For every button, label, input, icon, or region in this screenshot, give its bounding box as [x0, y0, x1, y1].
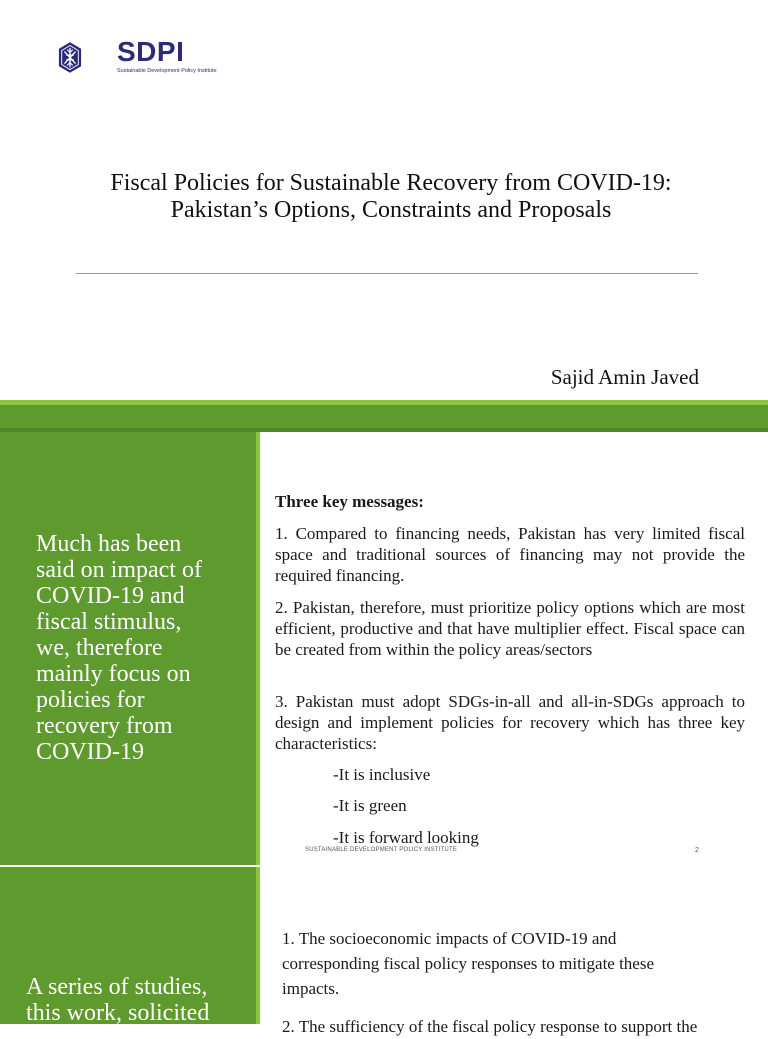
study-point-1 — [282, 926, 752, 1001]
characteristic-item: -It is inclusive — [333, 765, 431, 784]
left-text-line: COVID-19 — [36, 739, 144, 765]
logo-tagline: Sustainable Development Policy Institute — [117, 68, 217, 74]
key-message-1: 1. Compared to financing needs, Pakistan has very limited fiscal space and traditional sources of financing may not provide the required financing. — [275, 524, 745, 585]
key-messages-heading: Three key messages: — [275, 492, 424, 511]
slide-footer: SUSTAINABLE DEVELOPMENT POLICY INSTITUTE — [305, 847, 458, 853]
presentation-title — [60, 170, 722, 224]
left-text-line: A series of studies, — [26, 974, 208, 1000]
title-line-1: Fiscal Policies for Sustainable Recovery from COVID-19: — [110, 170, 672, 196]
key-message-3: 3. Pakistan must adopt SDGs-in-all and all-in-SDGs approach to design and implement policies for recovery which has three key characteristics: — [275, 692, 745, 753]
left-text-line: fiscal stimulus, — [36, 609, 182, 635]
left-text-line: COVID-19 and — [36, 583, 185, 609]
key-message-2: 2. Pakistan, therefore, must prioritize policy options which are most efficient, productive and that have multiplier effect. Fiscal space can be created from within the policy areas/sectors — [275, 598, 745, 659]
study-point-line: corresponding fiscal policy responses to mitigate these — [282, 954, 655, 973]
left-text-line: Much has been — [36, 531, 182, 557]
characteristic-item: -It is green — [333, 796, 407, 815]
left-text-line: mainly focus on — [36, 661, 191, 687]
left-text-line: policies for — [36, 687, 145, 713]
study-point-line: impacts. — [282, 979, 340, 998]
study-point-line: 1. The socioeconomic impacts of COVID-19 and — [282, 929, 617, 948]
left-text-line: said on impact of — [36, 557, 202, 583]
left-text-line: this work, solicited — [26, 1000, 210, 1026]
study-point-2: 2. The sufficiency of the fiscal policy response to support the — [282, 1017, 698, 1036]
title-slide — [0, 0, 768, 400]
logo-wordmark: SDPI — [117, 36, 185, 67]
author-name: Sajid Amin Javed — [550, 365, 699, 389]
left-text-line: recovery from — [36, 713, 173, 739]
band-highlight — [0, 400, 768, 405]
page-number: 2 — [695, 847, 699, 854]
title-line-2: Pakistan’s Options, Constraints and Proposals — [170, 197, 612, 223]
title-divider — [76, 273, 698, 274]
slide3-left-text — [26, 974, 209, 1026]
left-text-line: we, therefore — [36, 635, 163, 661]
sdpi-logo-icon — [58, 22, 118, 94]
characteristic-item: -It is forward looking — [333, 828, 479, 847]
slide2-left-text — [36, 531, 202, 765]
slide-separator-band — [0, 400, 768, 432]
